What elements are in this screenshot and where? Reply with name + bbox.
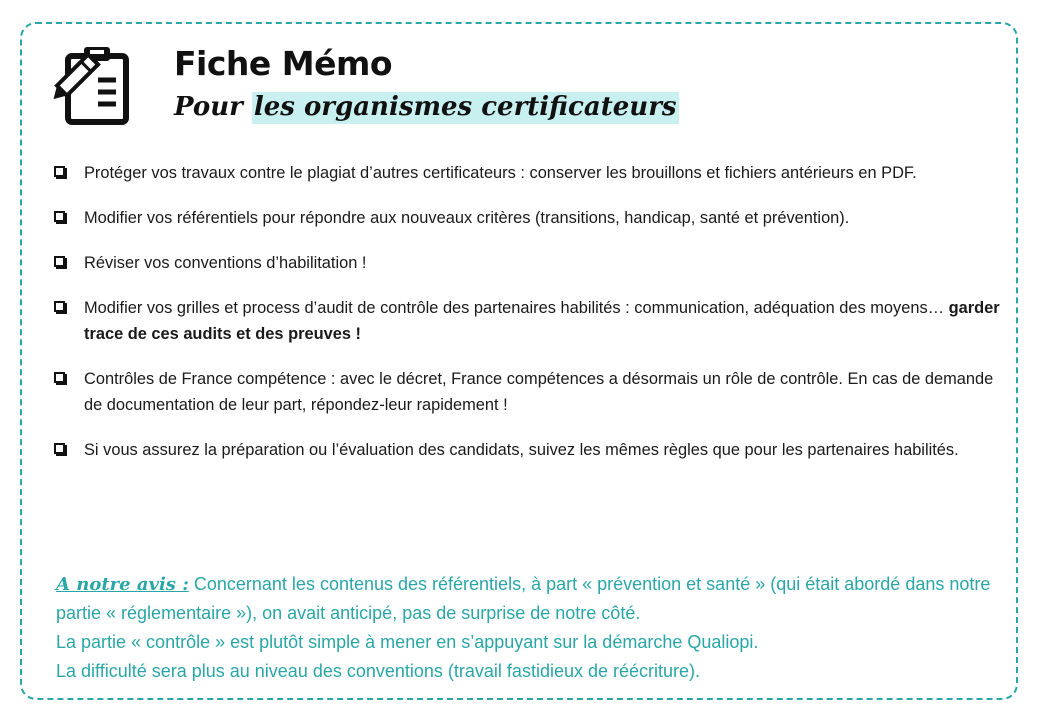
subtitle-prefix: Pour (174, 92, 243, 122)
our-opinion-section (56, 570, 1016, 686)
checkbox-icon (54, 372, 65, 383)
list-item-text: Si vous assurez la préparation ou l’évaluation des candidats, suivez les mêmes règles que pour les partenaires habilités. (84, 441, 959, 459)
checkbox-icon (54, 256, 65, 267)
clipboard-pen-icon (52, 44, 134, 126)
checkbox-icon (54, 301, 65, 312)
list-item (54, 250, 1014, 276)
page-subtitle (174, 92, 679, 122)
opinion-line-3: La difficulté sera plus au niveau des conventions (travail fastidieux de réécriture). (56, 661, 701, 681)
list-item-text: Modifier vos grilles et process d’audit de contrôle des partenaires habilités : communication, adéquation des moyens… (84, 299, 949, 317)
list-item (54, 205, 1014, 231)
checkbox-icon (54, 166, 65, 177)
list-item-text: Modifier vos référentiels pour répondre aux nouveaux critères (transitions, handicap, santé et prévention). (84, 209, 850, 227)
opinion-paragraph-1 (56, 570, 1016, 628)
checklist (54, 160, 1014, 482)
list-item-bold-text: garder trace de ces audits et des preuves ! (84, 299, 1000, 343)
opinion-label: A notre avis : (56, 574, 189, 595)
page-title: Fiche Mémo (174, 44, 393, 83)
list-item-text: Protéger vos travaux contre le plagiat d’autres certificateurs : conserver les brouillons et fichiers antérieurs en PDF. (84, 164, 917, 182)
opinion-line-2: La partie « contrôle » est plutôt simple à mener en s’appuyant sur la démarche Qualiopi. (56, 632, 759, 652)
checkbox-icon (54, 211, 65, 222)
list-item-text: Contrôles de France compétence : avec le décret, France compétences a désormais un rôle de contrôle. En cas de demande de documentation de leur part, répondez-leur rapidement ! (84, 370, 994, 414)
list-item (54, 295, 1014, 347)
checkbox-icon (54, 443, 65, 454)
list-item-text: Réviser vos conventions d’habilitation ! (84, 254, 367, 272)
subtitle-highlight: les organismes certificateurs (253, 92, 677, 122)
opinion-line-1: Concernant les contenus des référentiels, à part « prévention et santé » (qui était abordé dans notre partie « réglementaire »), on avait anticipé, pas de surprise de notre côté. (56, 574, 991, 623)
list-item (54, 160, 1014, 186)
list-item (54, 366, 1014, 418)
list-item (54, 437, 1014, 463)
